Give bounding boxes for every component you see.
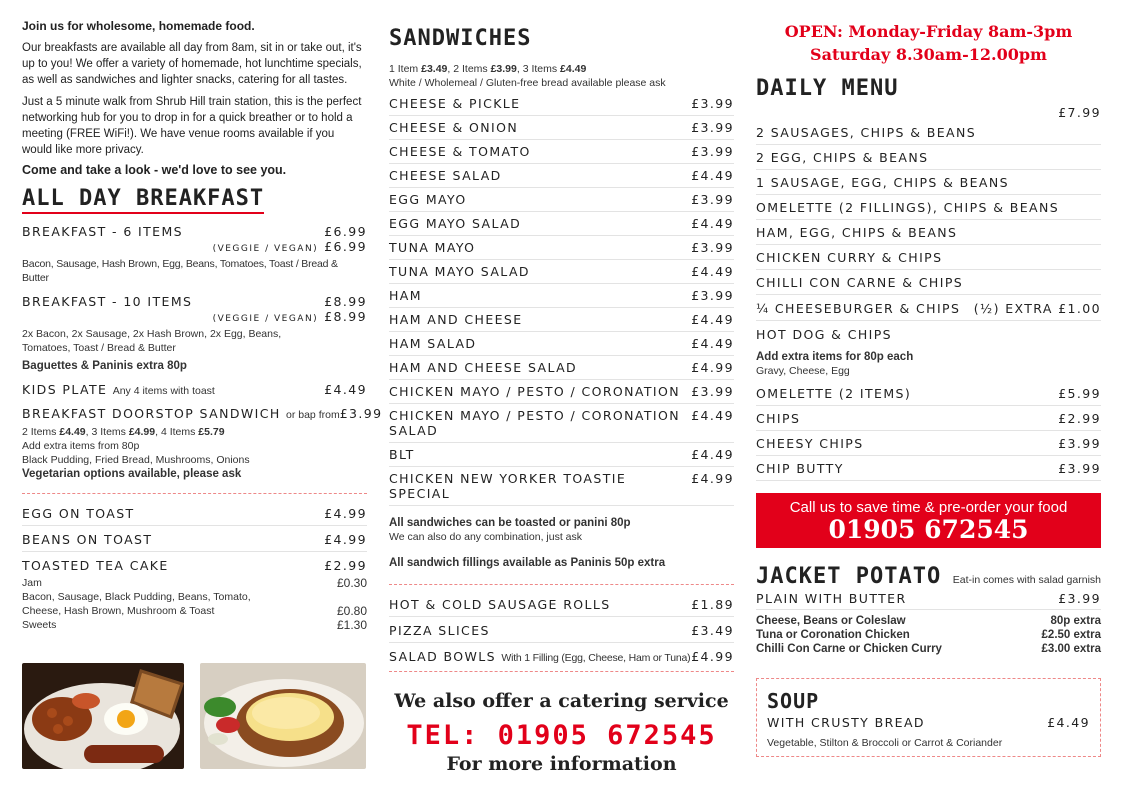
menu-item-kids-plate — [22, 382, 367, 398]
item-name: CHEESE & PICKLE — [389, 96, 521, 111]
side-item — [756, 461, 1101, 481]
daily-item — [756, 250, 1101, 270]
preorder-text: Call us to save time & pre-order your food — [789, 499, 1068, 516]
item-name: OMELETTE (2 ITEMS) — [756, 386, 912, 401]
menu-item-breakfast-10-veggie — [22, 309, 367, 324]
sandwich-item — [389, 216, 734, 236]
sides-list — [756, 386, 1101, 481]
sandwich-item — [389, 408, 734, 443]
item-subtitle: With 1 Filling (Egg, Cheese, Ham or Tuna) — [501, 652, 691, 664]
jacket-extra-row — [756, 614, 1101, 628]
item-name: BLT — [389, 447, 415, 462]
pricing-text: , 2 Items — [447, 63, 491, 75]
side-item — [756, 386, 1101, 406]
sandwich-item — [389, 192, 734, 212]
item-price: £3.99 — [691, 240, 734, 255]
item-extra: (½) EXTRA £1.00 — [973, 301, 1101, 316]
combination-note: We can also do any combination, just ask — [389, 531, 582, 543]
item-price: £4.49 — [691, 264, 734, 279]
item-price: £4.99 — [691, 360, 734, 375]
add-extra-note: Add extra items for 80p each — [756, 351, 914, 363]
item-price: £4.49 — [324, 382, 367, 397]
breakfast-6-description: Bacon, Sausage, Hash Brown, Egg, Beans, Tomatoes, Toast / Bread & Butter — [22, 258, 338, 284]
item-name: WITH CRUSTY BREAD — [767, 715, 925, 730]
item-name: CHEESY CHIPS — [756, 436, 864, 451]
item-price: £3.99 — [1058, 591, 1101, 606]
jacket-note: Eat-in comes with salad garnish — [952, 574, 1101, 586]
sandwich-item — [389, 96, 734, 116]
item-price: £4.49 — [691, 216, 734, 231]
item-price: £4.49 — [691, 336, 734, 351]
menu-item-jacket-plain — [756, 591, 1101, 610]
menu-item-beans-on-toast — [22, 532, 367, 552]
pricing-value: £3.49 — [421, 63, 448, 75]
column-breakfast — [22, 18, 383, 632]
catering-heading: We also offer a catering service — [394, 690, 729, 712]
extra-row — [22, 590, 367, 618]
divider — [389, 584, 734, 585]
item-name: KIDS PLATE — [22, 382, 108, 397]
veggie-price: £8.99 — [324, 309, 367, 324]
daily-item — [756, 125, 1101, 145]
item-name: CHIPS — [756, 411, 801, 426]
item-price: £4.49 — [691, 447, 734, 462]
extra-name: Cheese, Beans or Coleslaw — [756, 615, 906, 627]
doorstop-pricing — [22, 425, 367, 439]
add-extra-list: Gravy, Cheese, Egg — [756, 365, 850, 377]
item-price: £4.99 — [324, 506, 367, 521]
jacket-header — [756, 564, 1101, 589]
sandwich-item — [389, 120, 734, 140]
extra-label: Bacon, Sausage, Black Pudding, Beans, Tomato, Cheese, Hash Brown, Mushroom & Toast — [22, 591, 251, 617]
menu-item-cheeseburger — [756, 301, 1101, 321]
menu-item-doorstop — [22, 406, 383, 422]
item-name: BREAKFAST DOORSTOP SANDWICH — [22, 406, 281, 421]
item-name: HOT & COLD SAUSAGE ROLLS — [389, 597, 611, 612]
side-item — [756, 411, 1101, 431]
item-price: £2.99 — [324, 558, 367, 573]
daily-item — [756, 225, 1101, 245]
item-price: £3.99 — [691, 120, 734, 135]
pricing-text: , 4 Items — [155, 426, 199, 438]
extra-name: Chilli Con Carne or Chicken Curry — [756, 643, 942, 655]
item-name: EGG ON TOAST — [22, 506, 135, 521]
item-name: CHILLI CON CARNE & CHIPS — [756, 275, 964, 290]
side-item — [756, 436, 1101, 456]
item-price: £4.99 — [691, 649, 734, 664]
pricing-value: £3.99 — [490, 63, 517, 75]
item-price: £4.49 — [691, 312, 734, 327]
pricing-text: 2 Items — [22, 426, 60, 438]
item-price: £1.89 — [691, 597, 734, 612]
vegetarian-note: Vegetarian options available, please ask — [22, 468, 242, 480]
pricing-text: , 3 Items — [516, 63, 561, 75]
tea-cake-extras — [22, 576, 367, 632]
jacket-title: JACKET POTATO — [756, 564, 942, 589]
item-name: BREAKFAST - 10 ITEMS — [22, 294, 193, 309]
veggie-label: (VEGGIE / VEGAN) — [212, 244, 319, 254]
daily-menu-price — [756, 105, 1101, 120]
item-price: £6.99 — [324, 224, 367, 239]
sandwich-item — [389, 447, 734, 467]
veggie-label: (VEGGIE / VEGAN) — [212, 314, 319, 324]
column-daily — [756, 18, 1101, 757]
daily-menu-title: DAILY MENU — [756, 76, 899, 101]
item-subtitle: or bap from — [286, 409, 340, 421]
item-price: £5.99 — [1058, 386, 1101, 401]
sandwich-item — [389, 264, 734, 284]
menu-item-hot-dog — [756, 327, 1101, 342]
intro-paragraph-1: Our breakfasts are available all day from 8am, sit in or take out, it's up to you! We offer a variety of homemade, hot lunchtime specials, as well as sandwiches and lighter snacks, catering for all tastes. — [22, 42, 362, 86]
menu-item-breakfast-6 — [22, 224, 367, 239]
item-price: £3.99 — [691, 192, 734, 207]
item-price: £3.99 — [691, 384, 734, 399]
item-name: PIZZA SLICES — [389, 623, 490, 638]
item-name: CHEESE & TOMATO — [389, 144, 531, 159]
item-name: HAM — [389, 288, 422, 303]
menu-item-salad-bowls — [389, 649, 734, 671]
pricing-text: 1 Item — [389, 63, 422, 75]
divider — [22, 493, 367, 494]
item-name: HAM, EGG, CHIPS & BEANS — [756, 225, 958, 240]
catering-more-info: For more information — [446, 753, 677, 775]
menu-item-toasted-tea-cake — [22, 558, 367, 573]
intro-cta: Come and take a look - we'd love to see you. — [22, 163, 287, 177]
column-sandwiches — [389, 18, 734, 775]
jacket-extras — [756, 614, 1101, 656]
item-price: £3.99 — [1058, 436, 1101, 451]
item-name: TUNA MAYO SALAD — [389, 264, 530, 279]
item-name: HAM AND CHEESE SALAD — [389, 360, 578, 375]
item-subtitle: Any 4 items with toast — [112, 385, 215, 397]
opening-hours-saturday: Saturday 8.30am-12.00pm — [810, 45, 1047, 64]
menu-item-breakfast-10 — [22, 294, 367, 309]
extra-row — [22, 576, 367, 590]
intro-paragraph-2: Just a 5 minute walk from Shrub Hill train station, this is the perfect networking hub for you to drop in for a quick breather or to hold a meeting (FREE WiFi!). We have venue rooms available if you would like more privacy. — [22, 96, 362, 156]
sandwich-item — [389, 384, 734, 404]
daily-item — [756, 275, 1101, 295]
sandwich-item — [389, 168, 734, 188]
item-price: £7.99 — [1058, 105, 1101, 120]
item-price: £3.99 — [339, 406, 383, 421]
item-name: EGG MAYO — [389, 192, 467, 207]
menu-item-breakfast-6-veggie — [22, 239, 367, 254]
extra-items-note: Add extra items from 80p — [22, 440, 140, 452]
breakfast-plate-photo — [22, 663, 184, 769]
bread-note: White / Wholemeal / Gluten-free bread available please ask — [389, 77, 666, 89]
item-name: CHIP BUTTY — [756, 461, 844, 476]
item-price: £4.99 — [324, 532, 367, 547]
item-name: CHICKEN CURRY & CHIPS — [756, 250, 943, 265]
sandwich-list — [389, 96, 734, 506]
sandwich-item — [389, 240, 734, 260]
item-price: £4.49 — [691, 168, 734, 183]
intro-heading: Join us for wholesome, homemade food. — [22, 19, 255, 33]
item-price: £4.99 — [691, 471, 734, 486]
pricing-value: £5.79 — [198, 426, 225, 438]
divider — [389, 671, 734, 672]
baguettes-note: Baguettes & Paninis extra 80p — [22, 360, 187, 372]
item-name: CHICKEN MAYO / PESTO / CORONATION SALAD — [389, 408, 681, 438]
item-name: BREAKFAST - 6 ITEMS — [22, 224, 183, 239]
extra-label: Jam — [22, 577, 42, 589]
item-name: TUNA MAYO — [389, 240, 476, 255]
item-name: PLAIN WITH BUTTER — [756, 591, 907, 606]
panini-note: All sandwich fillings available as Paninis 50p extra — [389, 557, 666, 569]
item-price: £8.99 — [324, 294, 367, 309]
extra-label: Sweets — [22, 619, 57, 631]
item-name: CHEESE & ONION — [389, 120, 519, 135]
soup-note: Vegetable, Stilton & Broccoli or Carrot & Coriander — [767, 737, 1003, 749]
sandwich-item — [389, 144, 734, 164]
item-price: £3.99 — [691, 144, 734, 159]
item-name: 2 EGG, CHIPS & BEANS — [756, 150, 929, 165]
extra-price: £0.30 — [336, 576, 367, 590]
item-name: 2 SAUSAGES, CHIPS & BEANS — [756, 125, 977, 140]
item-name: OMELETTE (2 FILLINGS), CHIPS & BEANS — [756, 200, 1060, 215]
item-price: £4.49 — [1047, 715, 1090, 730]
soup-title: SOUP — [767, 689, 820, 713]
jacket-extra-row — [756, 642, 1101, 656]
item-name: HOT DOG & CHIPS — [756, 327, 892, 342]
extra-price: 80p extra — [1050, 615, 1101, 627]
daily-item — [756, 175, 1101, 195]
item-name: BEANS ON TOAST — [22, 532, 153, 547]
menu-item-soup — [767, 715, 1090, 730]
item-price: £2.99 — [1058, 411, 1101, 426]
sandwich-item — [389, 312, 734, 332]
item-price: £3.99 — [1058, 461, 1101, 476]
jacket-potato-photo — [200, 663, 366, 769]
extra-price: £2.50 extra — [1041, 629, 1101, 641]
daily-item — [756, 200, 1101, 220]
extra-price: £1.30 — [336, 618, 367, 632]
preorder-banner — [756, 493, 1101, 548]
sandwiches-title: SANDWICHES — [389, 26, 532, 51]
menu-item-pizza-slices — [389, 623, 734, 643]
sandwich-pricing — [389, 62, 734, 76]
sandwich-item — [389, 288, 734, 308]
toast-note: All sandwiches can be toasted or panini 80p — [389, 517, 631, 529]
item-name: HAM SALAD — [389, 336, 477, 351]
pricing-value: £4.49 — [59, 426, 86, 438]
daily-list — [756, 125, 1101, 295]
extra-name: Tuna or Coronation Chicken — [756, 629, 910, 641]
item-name: CHICKEN MAYO / PESTO / CORONATION — [389, 384, 681, 399]
extra-price: £0.80 — [336, 604, 367, 618]
item-name: 1 SAUSAGE, EGG, CHIPS & BEANS — [756, 175, 1009, 190]
breakfast-title: ALL DAY BREAKFAST — [22, 186, 264, 214]
pricing-text: , 3 Items — [85, 426, 129, 438]
sandwich-item — [389, 360, 734, 380]
menu-item-sausage-rolls — [389, 597, 734, 617]
item-price: £3.99 — [691, 96, 734, 111]
extra-price: £3.00 extra — [1041, 643, 1101, 655]
opening-hours-weekday: OPEN: Monday-Friday 8am-3pm — [784, 22, 1073, 41]
veggie-price: £6.99 — [324, 239, 367, 254]
item-name: TOASTED TEA CAKE — [22, 558, 169, 573]
catering-phone: TEL: 01905 672545 — [406, 720, 717, 751]
item-name: ¼ CHEESEBURGER & CHIPS — [756, 301, 961, 316]
preorder-phone: 01905 672545 — [828, 515, 1029, 544]
sandwich-item — [389, 336, 734, 356]
pricing-value: £4.49 — [560, 63, 587, 75]
extra-items-list: Black Pudding, Fried Bread, Mushrooms, Onions — [22, 454, 250, 466]
sandwich-item — [389, 471, 734, 506]
item-name: SALAD BOWLS — [389, 649, 496, 664]
item-name: EGG MAYO SALAD — [389, 216, 522, 231]
soup-box — [756, 678, 1101, 757]
item-name: CHEESE SALAD — [389, 168, 502, 183]
item-name: HAM AND CHEESE — [389, 312, 523, 327]
item-price: £3.49 — [691, 623, 734, 638]
item-price: £4.49 — [691, 408, 734, 423]
item-name: CHICKEN NEW YORKER TOASTIE SPECIAL — [389, 471, 627, 501]
item-price: £3.99 — [691, 288, 734, 303]
jacket-extra-row — [756, 628, 1101, 642]
breakfast-10-description: 2x Bacon, 2x Sausage, 2x Hash Brown, 2x Egg, Beans, Tomatoes, Toast / Bread & Butter — [22, 328, 282, 354]
daily-item — [756, 150, 1101, 170]
menu-item-egg-on-toast — [22, 506, 367, 526]
extra-row — [22, 618, 367, 632]
pricing-value: £4.99 — [128, 426, 156, 438]
